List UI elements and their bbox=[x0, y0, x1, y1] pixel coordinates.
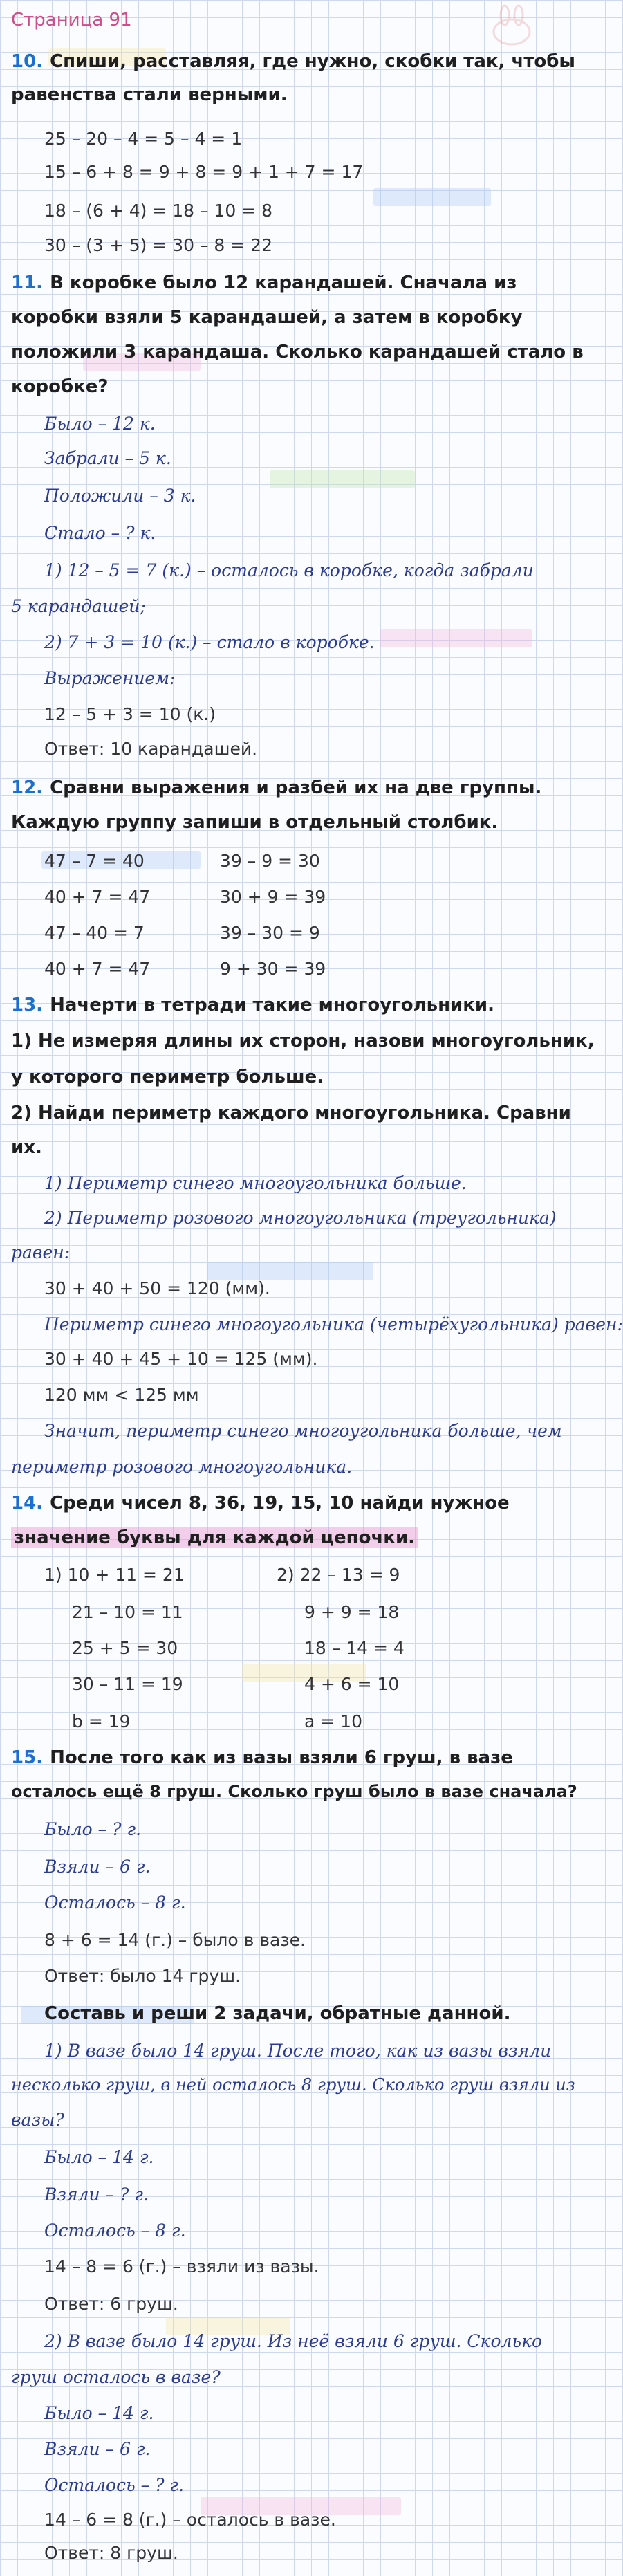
given-line: Осталось – 8 г. bbox=[44, 2220, 186, 2241]
equation: 25 – 20 – 4 = 5 – 4 = 1 bbox=[44, 129, 243, 149]
task-number: 13. bbox=[11, 995, 44, 1015]
chain-2-item: 2) 22 – 13 = 9 bbox=[277, 1565, 400, 1585]
expression-label: Выражением: bbox=[44, 668, 176, 688]
given-line: Забрали – 5 к. bbox=[44, 448, 171, 468]
solution-line: 14 – 6 = 8 (г.) – осталось в вазе. bbox=[44, 2510, 336, 2530]
chain-2-item: 18 – 14 = 4 bbox=[304, 1638, 405, 1658]
given-line: Взяли – 6 г. bbox=[44, 2439, 151, 2459]
group-2-item: 39 – 30 = 9 bbox=[220, 923, 320, 943]
chain-1-item: 21 – 10 = 11 bbox=[72, 1602, 183, 1622]
bunny-logo-icon bbox=[484, 6, 539, 47]
answer-line: 2) Периметр розового многоугольника (треугольника) bbox=[44, 1208, 557, 1228]
solution-line: 2) 7 + 3 = 10 (к.) – стало в коробке. bbox=[44, 632, 375, 652]
task-10-text-2: равенства стали верными. bbox=[11, 84, 288, 105]
chain-1-item: 30 – 11 = 19 bbox=[72, 1674, 183, 1694]
task-text: Среди чисел 8, 36, 19, 15, 10 найди нужное bbox=[50, 1493, 510, 1514]
task-text: Начерти в тетради такие многоугольники. bbox=[50, 995, 494, 1015]
task-text: После того как из вазы взяли 6 груш, в вазе bbox=[50, 1747, 513, 1768]
task-number: 14. bbox=[11, 1493, 44, 1514]
inverse-problem-1: несколько груш, в ней осталось 8 груш. Сколько груш взяли из bbox=[11, 2075, 575, 2095]
task-14-text-2 bbox=[11, 1527, 418, 1549]
inverse-task-heading: Составь и реши 2 задачи, обратные данной. bbox=[44, 2003, 511, 2024]
task-15-text-2: осталось ещё 8 груш. Сколько груш было в вазе сначала? bbox=[11, 1782, 577, 1801]
group-1-item: 40 + 7 = 47 bbox=[44, 959, 151, 979]
task-11-text-4: коробке? bbox=[11, 376, 109, 397]
group-2-item: 9 + 30 = 39 bbox=[220, 959, 326, 979]
task-11-text-3: положили 3 карандаша. Сколько карандашей стало в bbox=[11, 342, 584, 362]
given-line: Взяли – 6 г. bbox=[44, 1857, 151, 1877]
given-line: Было – 12 к. bbox=[44, 414, 156, 434]
inverse-problem-1: 1) В вазе было 14 груш. После того, как из вазы взяли bbox=[44, 2041, 552, 2061]
task-13-question-1b: у которого периметр больше. bbox=[11, 1067, 324, 1087]
chain-1-item: 1) 10 + 11 = 21 bbox=[44, 1565, 185, 1585]
answer: Ответ: 8 груш. bbox=[44, 2543, 178, 2563]
given-line: Положили – 3 к. bbox=[44, 486, 196, 506]
task-14-text-1 bbox=[11, 1493, 510, 1514]
equation: 30 – (3 + 5) = 30 – 8 = 22 bbox=[44, 235, 272, 255]
solution-line: 1) 12 – 5 = 7 (к.) – осталось в коробке, когда забрали bbox=[44, 560, 534, 580]
task-number: 12. bbox=[11, 778, 44, 798]
task-12-text-1 bbox=[11, 778, 541, 799]
solution-line: 5 карандашей; bbox=[11, 596, 146, 616]
given-line: Осталось – 8 г. bbox=[44, 1893, 186, 1913]
answer: Ответ: 10 карандашей. bbox=[44, 739, 258, 759]
answer-line: равен: bbox=[11, 1242, 71, 1262]
task-number: 11. bbox=[11, 273, 44, 293]
chain-2-result: a = 10 bbox=[304, 1711, 362, 1731]
solution-line: 14 – 8 = 6 (г.) – взяли из вазы. bbox=[44, 2256, 319, 2276]
solution-line: 8 + 6 = 14 (г.) – было в вазе. bbox=[44, 1930, 306, 1950]
task-12-text-2: Каждую группу запиши в отдельный столбик. bbox=[11, 812, 499, 833]
task-text: Сравни выражения и разбей их на две группы. bbox=[50, 778, 542, 798]
group-1-item: 47 – 40 = 7 bbox=[44, 923, 145, 943]
task-text: В коробке было 12 карандашей. Сначала из bbox=[50, 273, 517, 293]
task-10-text-1 bbox=[11, 51, 575, 73]
task-13-question-1a: 1) Не измеряя длины их сторон, назови многоугольник, bbox=[11, 1031, 595, 1051]
given-line: Взяли – ? г. bbox=[44, 2184, 149, 2205]
answer-line: 1) Периметр синего многоугольника больше. bbox=[44, 1173, 467, 1193]
equation: 18 – (6 + 4) = 18 – 10 = 8 bbox=[44, 201, 272, 221]
answer: Ответ: было 14 груш. bbox=[44, 1966, 241, 1986]
task-11-text-2: коробки взяли 5 карандашей, а затем в коробку bbox=[11, 307, 523, 328]
given-line: Было – 14 г. bbox=[44, 2403, 154, 2423]
highlight: значение буквы для каждой цепочки. bbox=[11, 1527, 418, 1548]
task-11-text-1 bbox=[11, 273, 517, 294]
answer-line: Периметр синего многоугольника (четырёхугольника) равен: bbox=[44, 1314, 623, 1334]
inverse-problem-1: вазы? bbox=[11, 2110, 64, 2130]
task-13-question-2b: их. bbox=[11, 1137, 42, 1158]
task-13-text-1 bbox=[11, 995, 494, 1016]
comparison: 120 мм < 125 мм bbox=[44, 1385, 199, 1405]
group-1-item: 40 + 7 = 47 bbox=[44, 887, 151, 907]
chain-1-result: b = 19 bbox=[72, 1711, 131, 1731]
group-2-item: 30 + 9 = 39 bbox=[220, 887, 326, 907]
calculation: 30 + 40 + 45 + 10 = 125 (мм). bbox=[44, 1349, 318, 1369]
task-number: 10. bbox=[11, 51, 44, 72]
task-number: 15. bbox=[11, 1747, 44, 1768]
group-2-item: 39 – 9 = 30 bbox=[220, 851, 320, 871]
given-line: Стало – ? к. bbox=[44, 523, 156, 543]
task-13-question-2a: 2) Найди периметр каждого многоугольника. Сравни bbox=[11, 1103, 571, 1123]
expression: 12 – 5 + 3 = 10 (к.) bbox=[44, 704, 216, 724]
inverse-problem-2: груш осталось в вазе? bbox=[11, 2367, 221, 2387]
task-15-text-1 bbox=[11, 1747, 513, 1769]
page-title: Страница 91 bbox=[11, 10, 132, 30]
inverse-problem-2: 2) В вазе было 14 груш. Из неё взяли 6 груш. Сколько bbox=[44, 2331, 543, 2351]
answer: Ответ: 6 груш. bbox=[44, 2294, 178, 2314]
watermark bbox=[380, 629, 532, 647]
chain-1-item: 25 + 5 = 30 bbox=[72, 1638, 178, 1658]
given-line: Было – ? г. bbox=[44, 1819, 142, 1839]
given-line: Осталось – ? г. bbox=[44, 2475, 185, 2495]
calculation: 30 + 40 + 50 = 120 (мм). bbox=[44, 1278, 270, 1298]
chain-2-item: 4 + 6 = 10 bbox=[304, 1674, 400, 1694]
chain-2-item: 9 + 9 = 18 bbox=[304, 1602, 400, 1622]
equation: 15 – 6 + 8 = 9 + 8 = 9 + 1 + 7 = 17 bbox=[44, 162, 364, 182]
watermark bbox=[373, 188, 491, 206]
given-line: Было – 14 г. bbox=[44, 2147, 154, 2167]
conclusion: Значит, периметр синего многоугольника больше, чем bbox=[44, 1421, 562, 1441]
task-text: Спиши, расставляя, где нужно, скобки так, чтобы bbox=[50, 51, 575, 72]
group-1-item: 47 – 7 = 40 bbox=[44, 851, 145, 871]
conclusion: периметр розового многоугольника. bbox=[11, 1457, 353, 1477]
watermark bbox=[270, 470, 415, 488]
